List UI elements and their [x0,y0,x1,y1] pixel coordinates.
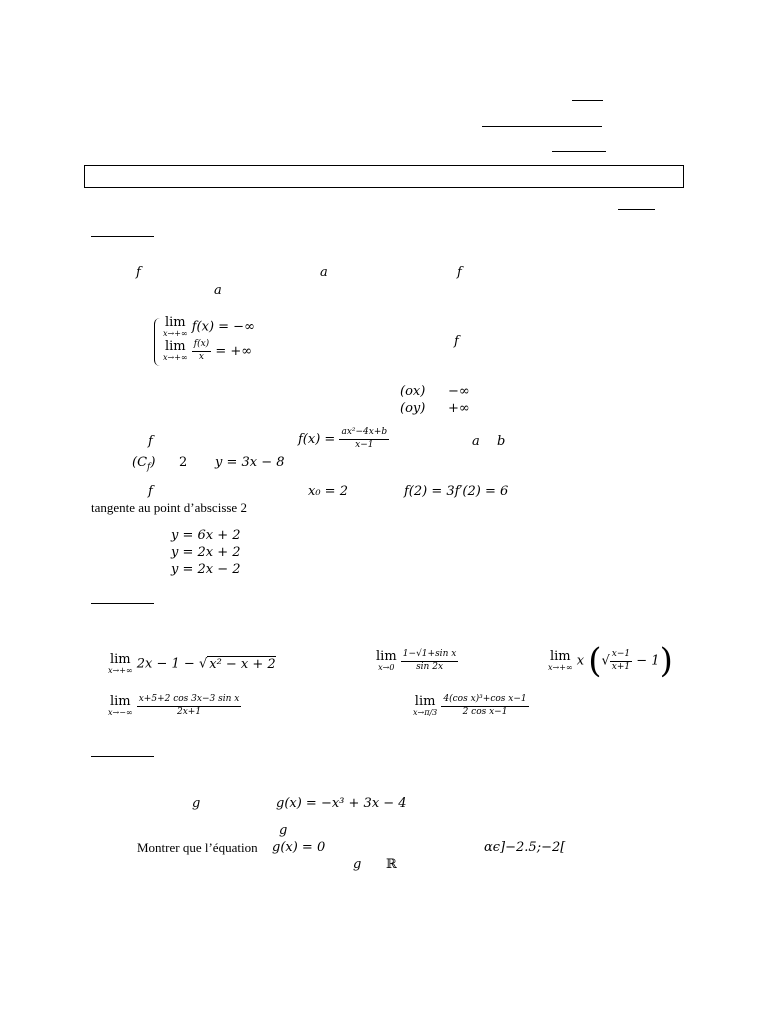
oy-axis: (oy) [400,401,426,416]
f-symbol-5: f [148,484,153,499]
limit-3: lim x→+∞ x (√ $\frac{x-1}{x+1}$ − 1) [548,641,673,681]
a-symbol-2: a [214,283,222,298]
exercise1-heading-rule [91,236,154,237]
a-symbol-1: a [320,265,328,280]
g-definition: g(x) = −x³ + 3x − 4 [276,796,407,811]
number-two: 2 [179,455,188,470]
alpha-interval: αϵ]−2.5;−2[ [484,840,566,855]
g-symbol-2: g [279,823,288,838]
real-numbers-symbol: ℝ [386,857,397,872]
header-rule-1 [572,100,603,101]
b-symbol: b [497,434,506,449]
limit-system-line-1: lim x→+∞ f(x) = −∞ [163,315,255,338]
ox-value: −∞ [448,384,470,399]
f-symbol-2: f [457,265,462,280]
oy-value: +∞ [448,401,470,416]
limit-5: lim x→π/3 $\frac{\text{4(cos x)³+cos x−1}}{\text{2 cos x−1}}$ [413,694,527,718]
system-brace [154,318,161,366]
function-definition: f(x) = $\frac{\text{ax²−4x+b}}{x-1}$ [298,427,388,450]
header-rule-2 [482,126,602,127]
g-symbol-3: g [353,857,362,872]
line-equation: y = 3x − 8 [215,455,285,470]
limit-1: lim x→+∞ 2x − 1 − √ x² − x + 2 [108,652,276,675]
option-3: y = 2x − 2 [171,562,241,577]
g-symbol-1: g [192,796,201,811]
limit-4: lim x→−∞ $\frac{\text{x+5+2 cos 3x−3 sin x}}{2x+1}$ [108,694,240,718]
option-2: y = 2x + 2 [171,545,241,560]
question-text: Montrer que l’équation [137,840,258,855]
curve-cf: $(C_f)$ [132,455,156,473]
f-symbol-3: f [454,334,459,349]
x0-value: x₀ = 2 [308,484,348,499]
header-rule-3 [552,151,606,152]
f-condition: f(2) = 3f′(2) = 6 [404,484,509,499]
exercise3-heading-rule [91,756,154,757]
exercise2-heading-rule [91,603,154,604]
tangent-text: tangente au point d’abscisse 2 [91,500,247,515]
limit-2: lim x→0 $\frac{\text{1−√1+sin x}}{\sin 2x}$ [376,649,457,673]
title-box [84,165,684,188]
a-symbol-3: a [472,434,480,449]
g-equation: g(x) = 0 [272,840,326,855]
f-symbol-1: f [136,265,141,280]
f-symbol-4: f [148,434,153,449]
limit-system-line-2: lim x→+∞ $\frac{f(x)}{x}$ = +∞ [163,339,253,363]
ox-axis: (ox) [400,384,426,399]
option-1: y = 6x + 2 [171,528,241,543]
section-rule-right [618,209,655,210]
